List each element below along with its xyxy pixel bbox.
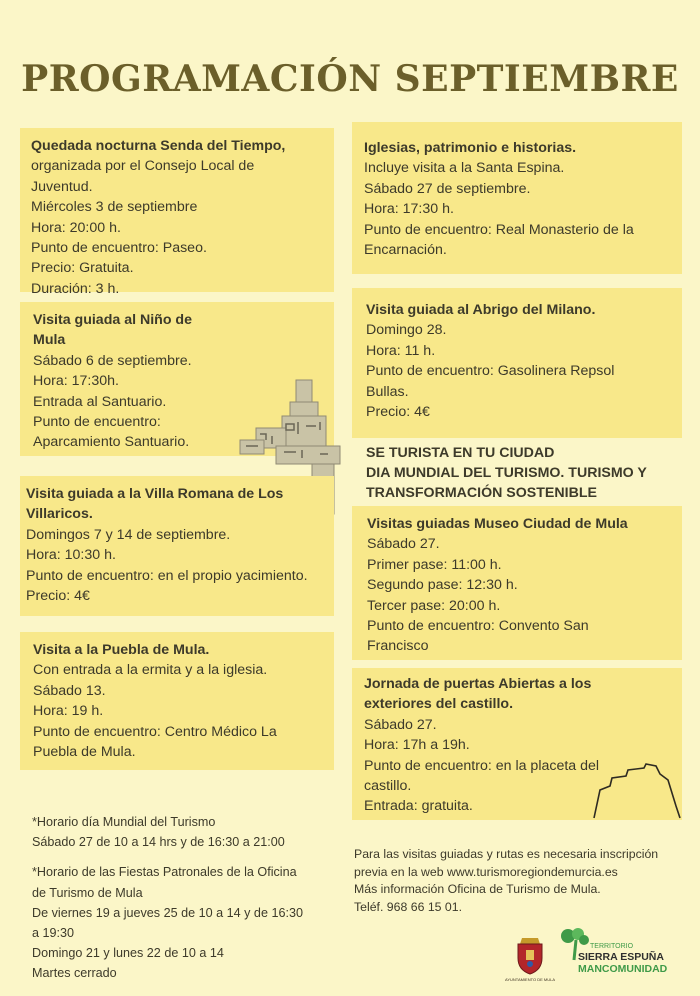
event-line: Punto de encuentro: xyxy=(33,414,161,431)
note-spacer xyxy=(32,852,332,862)
notes-info xyxy=(354,846,694,916)
event-line: Punto de encuentro: Gasolinera Repsol xyxy=(366,363,615,380)
sierra-espuna-logo xyxy=(578,943,688,975)
tourism-day-block xyxy=(366,443,686,503)
event-line: Encarnación. xyxy=(364,242,447,259)
event-line: Hora: 20:00 h. xyxy=(31,219,121,236)
event-line: Entrada al Santuario. xyxy=(33,393,167,410)
note-line: Teléf. 968 66 15 01. xyxy=(354,899,463,914)
event-heading: Mula xyxy=(33,332,66,349)
event-line: Punto de encuentro: Real Monasterio de la xyxy=(364,221,634,238)
note-line: de Turismo de Mula xyxy=(32,885,143,900)
event-line: Incluye visita a la Santa Espina. xyxy=(364,160,565,177)
tourism-day-line: TRANSFORMACIÓN SOSTENIBLE xyxy=(366,485,597,501)
event-heading: Villaricos. xyxy=(26,506,93,523)
event-heading: exteriores del castillo. xyxy=(364,696,514,713)
event-line: Sábado 27 de septiembre. xyxy=(364,180,531,197)
event-heading: Visita a la Puebla de Mula. xyxy=(33,642,210,658)
note-line: Martes cerrado xyxy=(32,966,117,981)
event-line: Francisco xyxy=(367,638,429,655)
event-line: Punto de encuentro: en la placeta del xyxy=(364,757,600,774)
event-line: Hora: 10:30 h. xyxy=(26,547,116,564)
note-line: Domingo 21 y lunes 22 de 10 a 14 xyxy=(32,946,224,961)
event-heading: Jornada de puertas Abiertas a los xyxy=(364,676,592,692)
event-line: Duración: 3 h. xyxy=(31,280,120,297)
event-heading: Visitas guiadas Museo Ciudad de Mula xyxy=(367,516,628,532)
note-line: Para las visitas guiadas y rutas es necesaria inscripción xyxy=(354,847,659,861)
event-heading: Visita guiada al Niño de xyxy=(33,312,192,328)
event-line: Entrada: gratuita. xyxy=(364,798,473,815)
event-line: Punto de encuentro: en el propio yacimiento. xyxy=(26,567,308,584)
notes-schedule xyxy=(32,812,332,984)
event-line: Segundo pase: 12:30 h. xyxy=(367,577,518,594)
event-heading: Iglesias, patrimonio e historias. xyxy=(364,140,577,156)
event-card-abrigo-del-milano xyxy=(352,288,682,438)
event-line: Domingo 28. xyxy=(366,322,447,339)
event-line: Sábado 13. xyxy=(33,682,106,699)
event-line: Punto de encuentro: Centro Médico La xyxy=(33,723,277,740)
event-line: Hora: 17:30h. xyxy=(33,373,119,390)
ayuntamiento-label: AYUNTAMIENTO DE MULA xyxy=(504,977,555,982)
event-line: Hora: 19 h. xyxy=(33,703,104,720)
event-line: castillo. xyxy=(364,778,412,795)
page-title: PROGRAMACIÓN SEPTIEMBRE xyxy=(21,58,679,100)
tourism-day-line: DIA MUNDIAL DEL TURISMO. TURISMO Y xyxy=(366,465,647,481)
note-line: *Horario de las Fiestas Patronales de la Oficina xyxy=(32,865,297,880)
event-line: Punto de encuentro: Convento San xyxy=(367,618,589,635)
event-line: Bullas. xyxy=(366,383,409,400)
event-line: Hora: 17:30 h. xyxy=(364,201,454,218)
event-line: Hora: 17h a 19h. xyxy=(364,737,470,754)
event-heading: Quedada nocturna Senda del Tiempo, xyxy=(31,138,286,154)
event-card-puebla-de-mula xyxy=(20,632,334,770)
event-line: Aparcamiento Santuario. xyxy=(33,434,190,451)
event-line: Tercer pase: 20:00 h. xyxy=(367,597,501,614)
event-line: Miércoles 3 de septiembre xyxy=(31,199,198,216)
event-card-museo xyxy=(352,506,682,660)
event-line: Sábado 27. xyxy=(367,536,440,553)
note-line: previa en la web www.turismoregiondemurcia.es xyxy=(354,864,618,879)
event-line: Hora: 11 h. xyxy=(366,342,436,359)
event-card-senda xyxy=(20,128,334,297)
event-line: Juventud. xyxy=(31,178,93,195)
logo-line-sierra: SIERRA ESPUÑA xyxy=(578,951,664,963)
event-line: Precio: 4€ xyxy=(26,588,90,605)
castle-outline-icon xyxy=(592,762,682,820)
note-line: Más información Oficina de Turismo de Mula. xyxy=(354,882,601,897)
logo-line-mancomunidad: MANCOMUNIDAD xyxy=(578,963,668,975)
event-line: Sábado 6 de septiembre. xyxy=(33,352,192,369)
event-line: Domingos 7 y 14 de septiembre. xyxy=(26,526,231,543)
event-heading: Visita guiada a la Villa Romana de Los xyxy=(26,486,284,502)
event-line: Punto de encuentro: Paseo. xyxy=(31,240,207,257)
ayuntamiento-shield-icon xyxy=(512,934,548,976)
event-card-villa-romana xyxy=(20,476,334,616)
note-line: *Horario día Mundial del Turismo xyxy=(32,815,216,829)
note-line: Sábado 27 de 10 a 14 hrs y de 16:30 a 21:00 xyxy=(32,835,285,850)
event-heading: Visita guiada al Abrigo del Milano. xyxy=(366,302,596,318)
event-line: Precio: Gratuita. xyxy=(31,260,134,277)
event-card-iglesias xyxy=(352,122,682,274)
note-line: De viernes 19 a jueves 25 de 10 a 14 y de 16:30 xyxy=(32,905,303,920)
event-line: Puebla de Mula. xyxy=(33,744,136,761)
event-line: organizada por el Consejo Local de xyxy=(31,158,255,175)
event-line: Primer pase: 11:00 h. xyxy=(367,556,502,573)
event-line: Con entrada a la ermita y a la iglesia. xyxy=(33,662,268,679)
tourism-day-line: SE TURISTA EN TU CIUDAD xyxy=(366,445,555,461)
event-line: Precio: 4€ xyxy=(366,404,430,421)
note-line: a 19:30 xyxy=(32,926,75,941)
event-line: Sábado 27. xyxy=(364,716,437,733)
logo-line-territorio: TERRITORIO xyxy=(590,943,634,950)
